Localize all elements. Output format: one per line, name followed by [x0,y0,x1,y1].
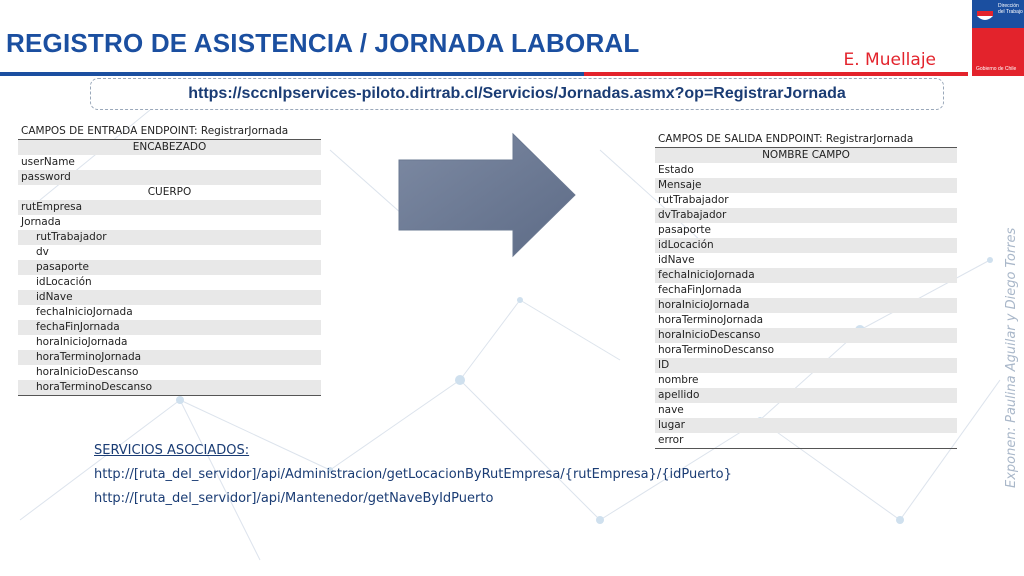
table-row [655,418,957,433]
table-row [18,275,321,290]
table-row [18,230,321,245]
right-arrow-icon [395,132,577,258]
table-title-row [655,132,957,148]
table-row [18,200,321,215]
table-cell: idNave [18,290,321,305]
table-cell: apellido [655,388,957,403]
table-row [18,290,321,305]
table-title-row [18,124,321,140]
table-cell: dv [36,246,49,258]
table-cell: horaTerminoDescanso [18,380,321,396]
table-row [655,403,957,418]
table-row [655,373,957,388]
table-row [18,140,321,156]
table-title: CAMPOS DE SALIDA ENDPOINT: RegistrarJornada [658,133,914,145]
table-row [655,298,957,313]
input-fields-table [18,124,321,396]
table-cell: Estado [658,164,694,176]
table-cell: dvTrabajador [655,208,957,223]
table-row [18,185,321,200]
table-cell: lugar [655,418,957,433]
table-cell: rutTrabajador [18,230,321,245]
table-row [18,380,321,396]
table-row [18,320,321,335]
associated-services [94,443,732,515]
table-row [655,253,957,268]
table-row [655,238,957,253]
service-link-locacion[interactable]: http://[ruta_del_servidor]/api/Administracion/getLocacionByRutEmpresa/{rutEmpresa}/{idPuerto} [94,467,732,482]
table-row [655,313,957,328]
presenter-name: E. Muellaje [843,50,936,70]
table-row [655,388,957,403]
table-cell: Jornada [21,216,61,228]
table-row [655,223,957,238]
table-cell: horaInicioDescanso [36,366,139,378]
table-cell: idLocación [655,238,957,253]
table-cell: error [655,433,957,449]
table-row [18,335,321,350]
table-cell: pasaporte [658,224,711,236]
table-cell: idLocación [36,276,92,288]
services-title: SERVICIOS ASOCIADOS: [94,443,250,458]
logo-text-bottom: Gobierno de Chile [976,66,1017,72]
table-cell: ID [655,358,957,373]
endpoint-url[interactable]: https://sccnlpservices-piloto.dirtrab.cl/Servicios/Jornadas.asmx?op=RegistrarJornada [188,85,846,102]
table-title: CAMPOS DE ENTRADA ENDPOINT: RegistrarJornada [21,125,289,137]
table-cell: nave [658,404,684,416]
coat-of-arms-icon [974,2,996,26]
table-cell: userName [21,156,75,168]
table-row [655,343,957,358]
table-row [18,350,321,365]
table-row [655,268,957,283]
page-title: REGISTRO DE ASISTENCIA / JORNADA LABORAL [6,28,640,58]
table-row [18,170,321,185]
table-cell: password [18,170,321,185]
table-cell: idNave [658,254,695,266]
table-cell: nombre [658,374,699,386]
table-cell: fechaFinJornada [658,284,742,296]
table-cell: Mensaje [655,178,957,193]
table-cell: pasaporte [18,260,321,275]
table-row [655,193,957,208]
output-fields-table [655,132,957,449]
table-row [655,283,957,298]
table-row [655,208,957,223]
table-cell: rutEmpresa [18,200,321,215]
table-cell: horaTerminoJornada [18,350,321,365]
table-row [18,305,321,320]
table-row [18,365,321,380]
table-cell: CUERPO [147,186,192,198]
table-cell: horaInicioDescanso [655,328,957,343]
endpoint-url-box [90,78,944,110]
table-cell: ENCABEZADO [18,140,321,156]
table-cell: horaTerminoDescanso [658,344,775,356]
table-row [655,163,957,178]
table-cell: horaInicioJornada [36,336,128,348]
table-row [655,178,957,193]
table-row [18,245,321,260]
table-cell: fechaFinJornada [18,320,321,335]
service-link-nave[interactable]: http://[ruta_del_servidor]/api/Mantenedor/getNaveByIdPuerto [94,491,494,506]
table-cell: horaInicioJornada [655,298,957,313]
header-bar-red [584,72,968,76]
table-row [655,358,957,373]
table-row [655,328,957,343]
table-cell: NOMBRE CAMPO [655,148,957,164]
table-cell: fechaInicioJornada [36,306,133,318]
header-bar-blue [0,72,584,76]
table-cell: fechaInicioJornada [655,268,957,283]
table-row [18,215,321,230]
logo-text-top: Dirección del Trabajo [998,3,1023,15]
government-logo [972,0,1024,76]
table-cell: horaTerminoJornada [658,314,764,326]
table-cell: rutTrabajador [658,194,729,206]
table-row [18,155,321,170]
table-row [655,148,957,164]
table-row [18,260,321,275]
presenters-credit: Exponen: Paulina Aguilar y Diego Torres [1004,227,1019,488]
